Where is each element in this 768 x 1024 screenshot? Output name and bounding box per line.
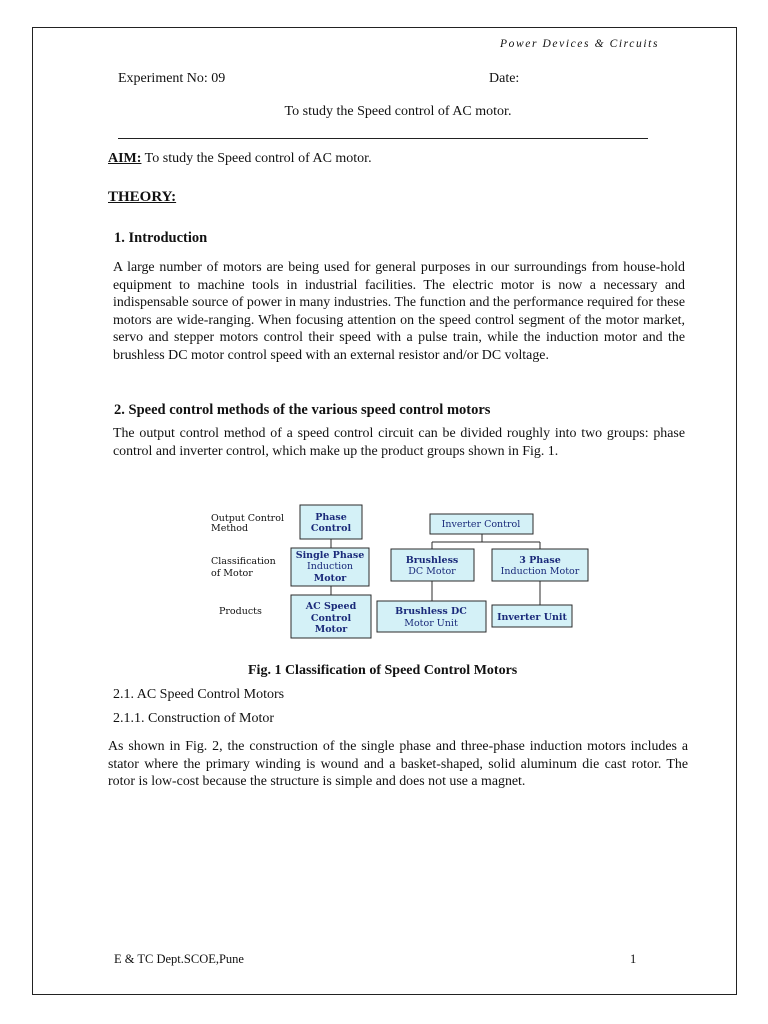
row-label-classification: Classification: [211, 556, 276, 567]
course-header: Power Devices & Circuits: [500, 38, 660, 50]
aim-statement: [108, 151, 372, 167]
inverter-unit-label: Inverter Unit: [497, 612, 567, 623]
title-divider: [118, 138, 648, 139]
date-label: Date:: [489, 71, 520, 86]
subsection-2-1-heading: 2.1. AC Speed Control Motors: [113, 687, 285, 702]
section-1-paragraph: A large number of motors are being used for general purposes in our surroundings from house-hold equipment to machine tools in industrial facilities. The electric motor is now a necessary and indispensable source of power in many industries. The function and the performance required for these motors are wide-ranging. When focusing attention on the speed control segment of the motor market, servo and stepper motors control their speed with a pulse train, while the induction motor and the brushless DC motor control speed with an external resistor and/or DC voltage.: [113, 260, 685, 363]
phase-control-label-2: Control: [310, 523, 352, 534]
experiment-number: Experiment No: 09: [118, 71, 226, 86]
single-phase-label-1: Single Phase: [295, 550, 365, 561]
ac-speed-label-1: AC Speed: [305, 601, 357, 612]
brushless-dc-label-2: DC Motor: [408, 566, 456, 577]
row-label-output-method: Method: [211, 523, 249, 534]
three-phase-label-2: Induction Motor: [500, 566, 580, 577]
row-label-output-control: Output Control: [211, 513, 284, 524]
brushless-unit-label-2: Motor Unit: [404, 618, 458, 629]
theory-heading: THEORY:: [108, 189, 177, 205]
inverter-control-label: Inverter Control: [441, 519, 521, 530]
footer-department: E & TC Dept.SCOE,Pune: [114, 952, 244, 966]
single-phase-label-3: Motor: [313, 573, 347, 584]
section-2-heading: 2. Speed control methods of the various speed control motors: [114, 402, 491, 418]
subsection-2-1-1-heading: 2.1.1. Construction of Motor: [113, 711, 274, 726]
classification-diagram: [200, 500, 620, 650]
brushless-dc-label-1: Brushless: [405, 555, 459, 566]
construction-paragraph: As shown in Fig. 2, the construction of the single phase and three-phase induction motors includes a stator where the primary winding is wound and a basket-shaped, solid aluminum die cast rotor. The rotor is low-cost because the structure is simple and does not use a magnet.: [108, 739, 688, 790]
brushless-unit-label-1: Brushless DC: [395, 606, 467, 617]
ac-speed-label-3: Motor: [314, 624, 348, 635]
page-number: 1: [630, 952, 637, 966]
three-phase-label-1: 3 Phase: [519, 555, 561, 566]
ac-speed-label-2: Control: [310, 613, 352, 624]
section-1-heading: 1. Introduction: [114, 230, 208, 246]
experiment-title: To study the Speed control of AC motor.: [284, 104, 512, 119]
row-label-products: Products: [219, 606, 262, 617]
figure-1-caption: Fig. 1 Classification of Speed Control Motors: [248, 663, 518, 678]
row-label-of-motor: of Motor: [211, 568, 253, 579]
single-phase-label-2: Induction: [306, 561, 354, 572]
section-2-paragraph: The output control method of a speed control circuit can be divided roughly into two groups: phase control and inverter control, which make up the product groups shown in Fig. 1.: [113, 426, 685, 459]
aim-label: AIM:: [108, 151, 142, 166]
aim-text: To study the Speed control of AC motor.: [141, 151, 372, 166]
phase-control-label-1: Phase: [315, 512, 347, 523]
